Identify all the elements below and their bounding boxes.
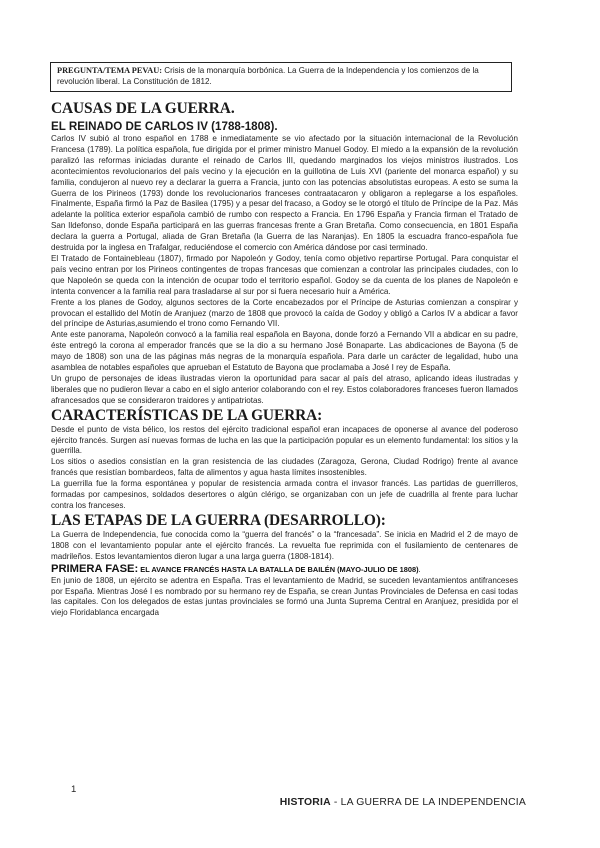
paragraph: Desde el punto de vista bélico, los restos del ejército tradicional español eran incapaces de oponerse al avance del poderoso ejército francés. Surgen así nuevas formas de lucha en las que la participación popular es un elemento fundamental: los sitios y la guerrilla. <box>51 424 518 456</box>
paragraph: Un grupo de personajes de ideas ilustradas vieron la oportunidad para sacar al país del atraso, aplicando ideas ilustradas y liberales que no pudieron llevar a cabo en el siglo anterior colaborando con el rey. Estos colaboradores franceses fueron llamados afrancesados que se consideraron traidores y antipatriotas. <box>51 373 518 405</box>
footer-subject: HISTORIA <box>279 797 331 808</box>
paragraph: La Guerra de Independencia, fue conocida como la “guerra del francés” o la “francesada”. Se inicia en Madrid el 2 de mayo de 1808 con el levantamiento popular ante el ejército francés. La revuelta fue reprimida con el fusilamiento de centenares de madrileños. Estos levantamientos dieron lugar a una larga guerra (1808-1814). <box>51 529 518 561</box>
paragraph: Carlos IV subió al trono español en 1788 e inmediatamente se vio afectado por la situación internacional de la Revolución Francesa (1789). La política española, fue dirigida por el primer ministro Manuel Godoy. El miedo a la expansión de la revolución paralizó las reformas iniciadas durante el reinado de Carlos III, quedando marginados los viejos ministros ilustrados. Los acontecimientos revolucionarios del país vecino y la ejecución en la guillotina de Luis XVI (pariente del monarca español) y su familia, condujeron al nuevo rey a declarar la guerra a Francia, junto con las potencias absolutistas europeas. A esto se suma la Guerra de los Pirineos (1793) donde los revolucionarios franceses contraatacaron y obligaron a replegarse a los españoles. Finalmente, España firmó la Paz de Basilea (1795) y a pesar del fracaso, a Godoy se le otorgó el título de Príncipe de la Paz. Más adelante la política exterior española cambió de rumbo con respecto a Francia. En 1796 España y Francia firman el Tratado de San Ildefonso, donde España participará en las guerras francesas frente a Gran Bretaña. Como consecuencia, en 1801 España declara la guerra a Portugal, aliada de Gran Bretaña (la Guerra de las Naranjas). En 1805 la escuadra franco-española fue destruida por la inglesa en Trafalgar, reduciéndose el comercio con América dándose por casi terminado. <box>51 134 518 253</box>
paragraph: Frente a los planes de Godoy, algunos sectores de la Corte encabezados por el Príncipe de Asturias comienzan a conspirar y provocan el estallido del Motín de Aranjuez (marzo de 1808 que provocó la caída de Godoy y obligó a Carlos IV a abdicar a favor del príncipe de Asturias,asumiendo el trono como Fernando VII. <box>51 297 518 329</box>
question-box <box>50 62 512 92</box>
section-heading-causas: CAUSAS DE LA GUERRA. <box>51 100 235 117</box>
document-body <box>51 100 518 619</box>
paragraph: La guerrilla fue la forma espontánea y popular de resistencia armada contra el invasor francés. Las partidas de guerrilleros, formadas por campesinos, soldados desertores o algún clérigo, se organizaban con un jefe de cuadrilla al frente para luchar contra los franceses. <box>51 479 518 510</box>
phase-heading <box>51 563 518 576</box>
paragraph: En junio de 1808, un ejército se adentra en España. Tras el levantamiento de Madrid, se suceden levantamientos antifranceses por España. Mientras José I es nombrado por su hermano rey de España, se crean Juntas Provinciales de Defensa en casi todas las capitales. Con los delegados de estas juntas provinciales se formó una Junta Suprema Central en Aranjuez, presidida por el viejo Floridablanca encargada <box>51 575 518 618</box>
section-heading-caracteristicas: CARACTERÍSTICAS DE LA GUERRA: <box>51 406 323 424</box>
paragraph: Los sitios o asedios consistían en la gran resistencia de las ciudades (Zaragoza, Gerona, Ciudad Rodrigo) frente al avance francés que resistían bombardeos, falta de alimentos y agua hasta límites insostenibles. <box>51 457 518 478</box>
question-text: Crisis de la monarquía borbónica. La Guerra de la Independencia y los comienzos de la revolución liberal. La Constitución de 1812. <box>57 66 479 86</box>
question-label: PREGUNTA/TEMA PEVAU: <box>57 66 163 75</box>
page-footer <box>280 797 526 808</box>
phase-title: PRIMERA FASE: <box>51 562 139 575</box>
subheading-reinado-carlos-iv: EL REINADO DE CARLOS IV (1788-1808). <box>51 120 278 133</box>
phase-end: . <box>418 564 421 574</box>
page-number: 1 <box>71 784 77 795</box>
phase-subtitle: EL AVANCE FRANCÉS HASTA LA BATALLA DE BAILÉN (MAYO-JULIO DE 1808) <box>138 564 419 574</box>
footer-title: - LA GUERRA DE LA INDEPENDENCIA <box>330 797 526 808</box>
paragraph: Ante este panorama, Napoleón convocó a la familia real española en Bayona, donde forzó a Fernando VII a abdicar en su padre, éste entregó la corona al emperador francés que se la dio a su hermano José Bonaparte. Las abdicaciones de Bayona (5 de mayo de 1808) son una de las páginas más negras de la monarquía española. Para darle un carácter de legalidad, hubo una asamblea de notables españoles que aprueban el Estatuto de Bayona que proclamaba a José I rey de España. <box>51 330 518 373</box>
section-heading-etapas: LAS ETAPAS DE LA GUERRA (DESARROLLO): <box>51 511 386 529</box>
paragraph: El Tratado de Fontainebleau (1807), firmado por Napoleón y Godoy, tenía como objetivo repartirse Portugal. Para conquistar el país vecino entran por los Pirineos contingentes de tropas francesas que comienzan a controlar las principales ciudades, con lo que Napoleón se queda con la intención de ocupar todo el territorio español. Godoy se da cuenta de los planes de Napoleón e intenta convencer a la familia real para trasladarse al sur por si fuera necesario huir a América. <box>51 253 518 296</box>
